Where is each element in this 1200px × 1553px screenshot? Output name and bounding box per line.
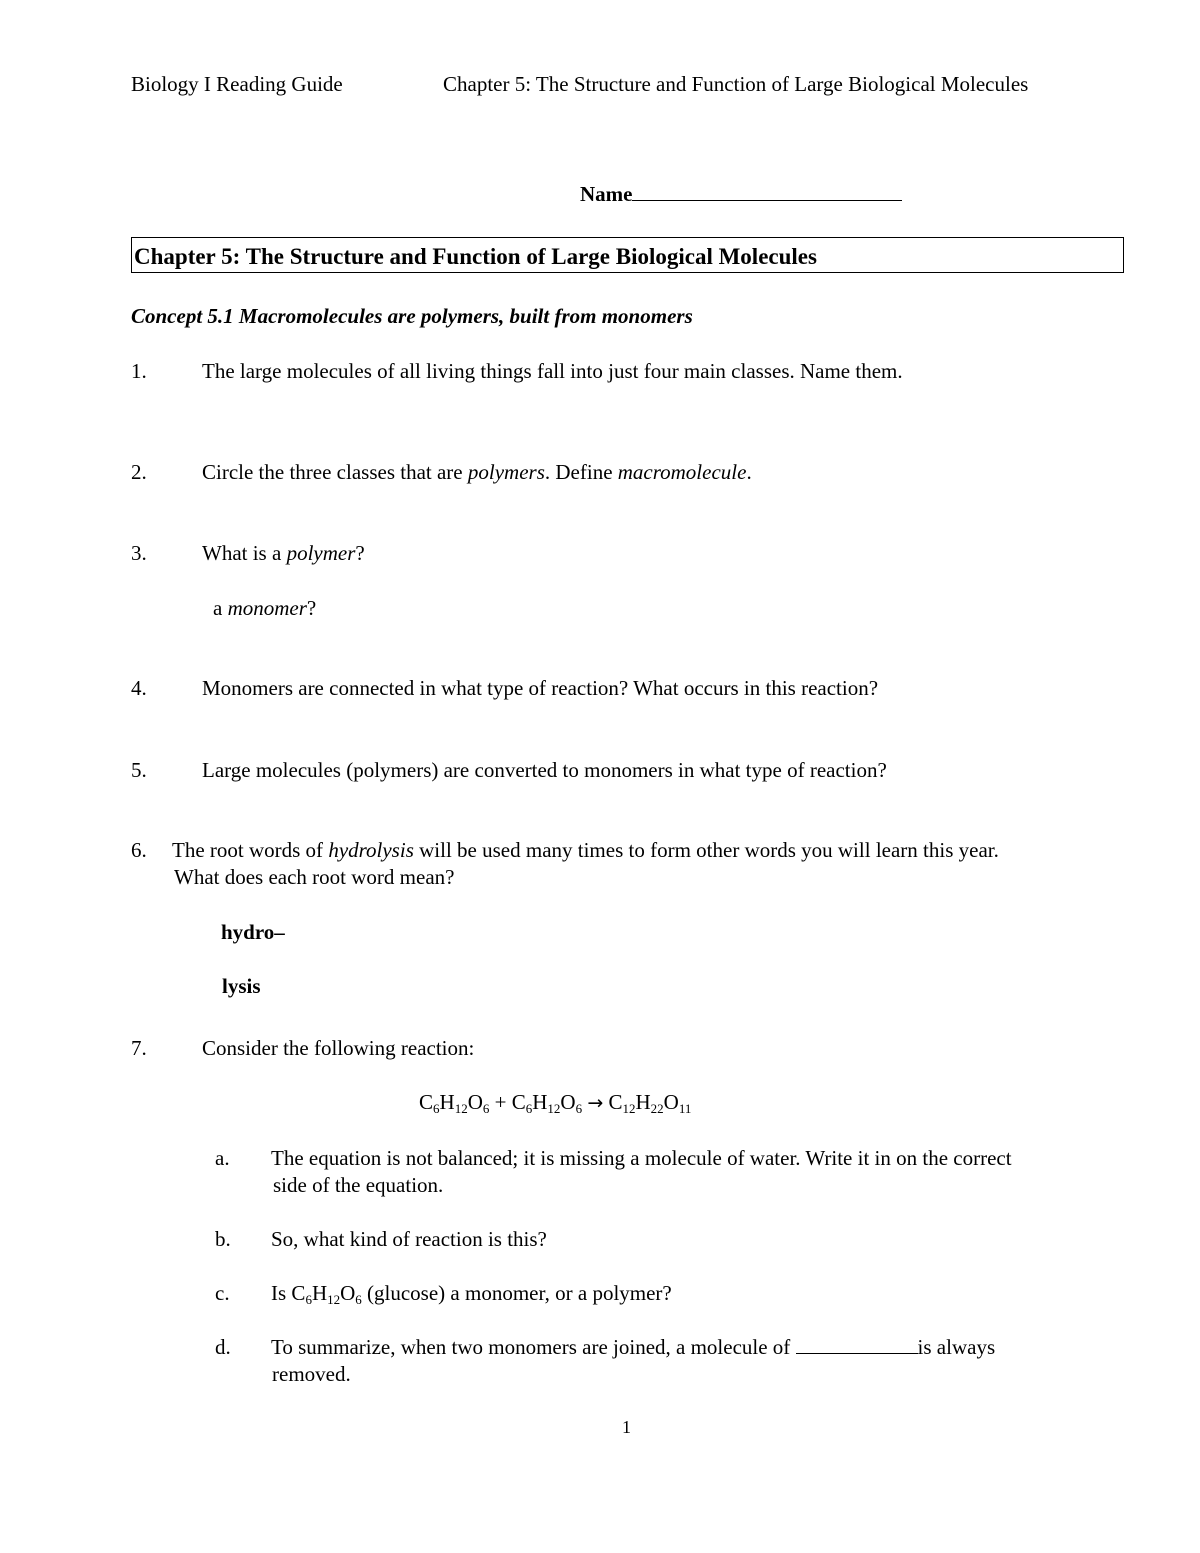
q6-root-lysis: lysis [222, 974, 261, 998]
q1-number: 1. [131, 359, 147, 383]
q3-term-monomer: monomer [227, 596, 307, 620]
q7c-text: Is $C_6H_{12}O_6$ (glucose) a monomer, or a polymer? [271, 1281, 672, 1307]
q5-number: 5. [131, 758, 147, 782]
q7a-label: a. [215, 1146, 230, 1170]
q6-text: The root words of hydrolysis will be used many times to form other words you will learn this year. [172, 838, 999, 862]
q1-text: The large molecules of all living things fall into just four main classes. Name them. [202, 359, 903, 383]
q7-number: 7. [131, 1036, 147, 1060]
reaction-equation: $C_6H_{12}O_6 + C_6H_{12}O_6 \to C_{12}H_{22}O_{11}$ [419, 1090, 692, 1116]
q7b-label: b. [215, 1227, 231, 1251]
q2-text: Circle the three classes that are polymers. Define macromolecule. [202, 460, 752, 484]
name-blank-line[interactable] [632, 182, 902, 201]
q7-text: Consider the following reaction: [202, 1036, 475, 1060]
q3-subquestion: a monomer? [213, 596, 317, 620]
q4-number: 4. [131, 676, 147, 700]
q6-text-line2: What does each root word mean? [174, 865, 455, 889]
q7d-label: d. [215, 1335, 231, 1359]
concept-heading: Concept 5.1 Macromolecules are polymers, built from monomers [131, 304, 693, 328]
q3-number: 3. [131, 541, 147, 565]
name-label: Name [580, 182, 633, 206]
q6-term-hydrolysis: hydrolysis [328, 838, 414, 862]
q5-text: Large molecules (polymers) are converted to monomers in what type of reaction? [202, 758, 887, 782]
header-left: Biology I Reading Guide [131, 72, 343, 96]
q6-number: 6. [131, 838, 147, 862]
q3-text: What is a polymer? [202, 541, 365, 565]
page-number: 1 [622, 1417, 631, 1437]
q2-term-macromolecule: macromolecule [617, 460, 747, 484]
q3-term-polymer: polymer [286, 541, 356, 565]
q4-text: Monomers are connected in what type of reaction? What occurs in this reaction? [202, 676, 879, 700]
q7a-text: The equation is not balanced; it is missing a molecule of water. Write it in on the correct [271, 1146, 1012, 1170]
header-right: Chapter 5: The Structure and Function of Large Biological Molecules [443, 72, 1029, 96]
q7a-text-line2: side of the equation. [273, 1173, 444, 1197]
q6-root-hydro: hydro– [221, 920, 285, 944]
q2-term-polymers: polymers [467, 460, 545, 484]
q7d-text: To summarize, when two monomers are joined, a molecule of is always [271, 1335, 996, 1359]
q7d-text-line2: removed. [272, 1362, 351, 1386]
chapter-title-box [131, 237, 1124, 273]
q7b-text: So, what kind of reaction is this? [271, 1227, 547, 1251]
chapter-title: Chapter 5: The Structure and Function of Large Biological Molecules [134, 244, 817, 269]
q2-number: 2. [131, 460, 147, 484]
q7c-label: c. [215, 1281, 230, 1305]
reaction-arrow-icon: → [587, 1092, 604, 1114]
q7d-answer-blank[interactable] [796, 1337, 918, 1354]
name-field[interactable] [580, 182, 902, 205]
